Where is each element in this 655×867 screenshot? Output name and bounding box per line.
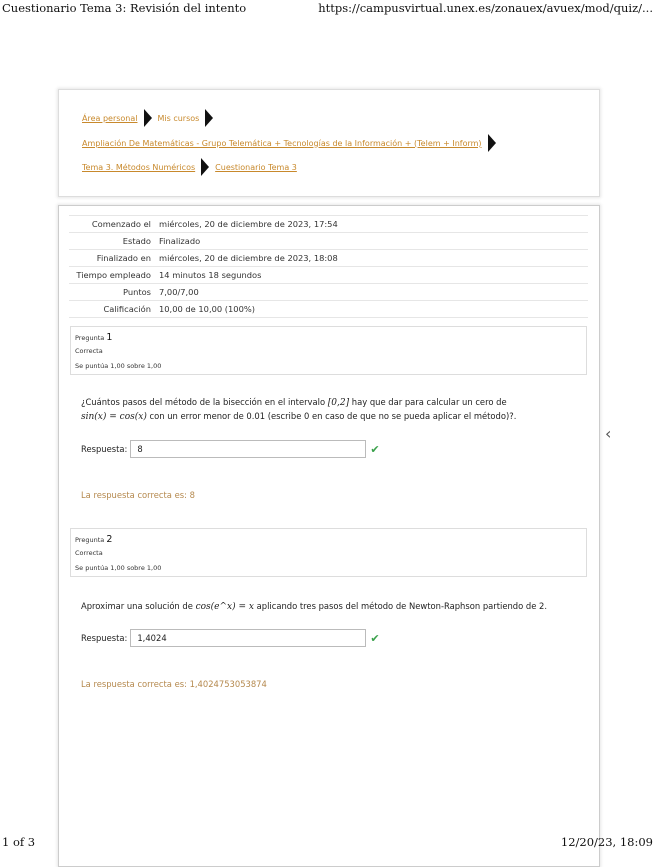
summary-label: Tiempo empleado bbox=[76, 270, 151, 280]
summary-value: 10,00 de 10,00 (100%) bbox=[159, 304, 255, 314]
correct-answer-2: La respuesta correcta es: 1,4024753053874 bbox=[81, 679, 267, 689]
print-header-title: Cuestionario Tema 3: Revisión del intento bbox=[2, 1, 247, 15]
triangle-right-icon bbox=[488, 134, 496, 152]
breadcrumb-mis-cursos[interactable]: Mis cursos bbox=[157, 113, 200, 123]
checkmark-icon: ✔ bbox=[370, 631, 380, 645]
breadcrumb-course[interactable]: Ampliación De Matemáticas - Grupo Telemática + Tecnologías de la Información + (Telem + Inform) bbox=[82, 138, 482, 148]
summary-value: miércoles, 20 de diciembre de 2023, 17:54 bbox=[159, 219, 338, 229]
table-row bbox=[69, 233, 588, 250]
question-state: Correcta bbox=[75, 549, 103, 557]
table-row bbox=[69, 267, 588, 284]
print-footer-datetime: 12/20/23, 18:09 bbox=[560, 835, 653, 849]
math-equation: sin(x) = cos(x) bbox=[81, 412, 147, 422]
breadcrumb-tema-3[interactable]: Tema 3. Métodos Numéricos bbox=[82, 162, 196, 172]
summary-label: Finalizado en bbox=[96, 253, 151, 263]
answer-row-2 bbox=[81, 629, 380, 647]
print-header-url: https://campusvirtual.unex.es/zonauex/avuex/mod/quiz/... bbox=[318, 1, 653, 15]
print-footer-page: 1 of 3 bbox=[2, 835, 36, 849]
answer-input[interactable]: 1,4024 bbox=[130, 629, 366, 647]
breadcrumb bbox=[58, 89, 600, 197]
triangle-right-icon bbox=[201, 158, 209, 176]
summary-label: Comenzado el bbox=[91, 219, 151, 229]
summary-label: Estado bbox=[122, 236, 151, 246]
math-equation: cos(e^x) = x bbox=[195, 602, 254, 612]
math-interval: [0,2] bbox=[327, 398, 350, 408]
table-row bbox=[69, 301, 588, 318]
question-number: 2 bbox=[106, 534, 113, 545]
answer-label: Respuesta: bbox=[81, 633, 128, 643]
summary-label: Puntos bbox=[122, 287, 151, 297]
question-info-1 bbox=[70, 326, 587, 375]
table-row bbox=[69, 250, 588, 267]
summary-value: Finalizado bbox=[159, 236, 201, 246]
question-points: Se puntúa 1,00 sobre 1,00 bbox=[75, 564, 162, 572]
checkmark-icon: ✔ bbox=[370, 442, 380, 456]
summary-value: 14 minutos 18 segundos bbox=[159, 270, 262, 280]
quiz-review-panel bbox=[58, 205, 600, 867]
summary-label: Calificación bbox=[103, 304, 151, 314]
question-label: Pregunta bbox=[75, 536, 105, 544]
triangle-right-icon bbox=[144, 109, 152, 127]
triangle-right-icon bbox=[205, 109, 213, 127]
chevron-left-icon[interactable]: ‹ bbox=[605, 424, 612, 443]
question-info-2 bbox=[70, 528, 587, 577]
table-row bbox=[69, 284, 588, 301]
question-points: Se puntúa 1,00 sobre 1,00 bbox=[75, 362, 162, 370]
question-label: Pregunta bbox=[75, 334, 105, 342]
attempt-summary-table bbox=[69, 215, 588, 318]
summary-value: miércoles, 20 de diciembre de 2023, 18:08 bbox=[159, 253, 338, 263]
breadcrumb-cuestionario[interactable]: Cuestionario Tema 3 bbox=[215, 162, 297, 172]
question-text-1: ¿Cuántos pasos del método de la bisección en el intervalo [0,2] hay que dar para calcular un cero de sin(x) = cos(x) con un error menor de 0.01 (escribe 0 en caso de que no se pueda aplicar el método)?. bbox=[81, 397, 517, 422]
question-text-2: Aproximar una solución de cos(e^x) = x aplicando tres pasos del método de Newton-Raphson partiendo de 2. bbox=[81, 601, 548, 612]
answer-input[interactable]: 8 bbox=[130, 440, 366, 458]
question-number: 1 bbox=[106, 332, 113, 343]
answer-label: Respuesta: bbox=[81, 444, 128, 454]
answer-row-1 bbox=[81, 440, 380, 458]
table-row bbox=[69, 216, 588, 233]
summary-value: 7,00/7,00 bbox=[159, 287, 199, 297]
breadcrumb-area-personal[interactable]: Área personal bbox=[82, 113, 138, 123]
question-state: Correcta bbox=[75, 347, 103, 355]
correct-answer-1: La respuesta correcta es: 8 bbox=[81, 490, 195, 500]
